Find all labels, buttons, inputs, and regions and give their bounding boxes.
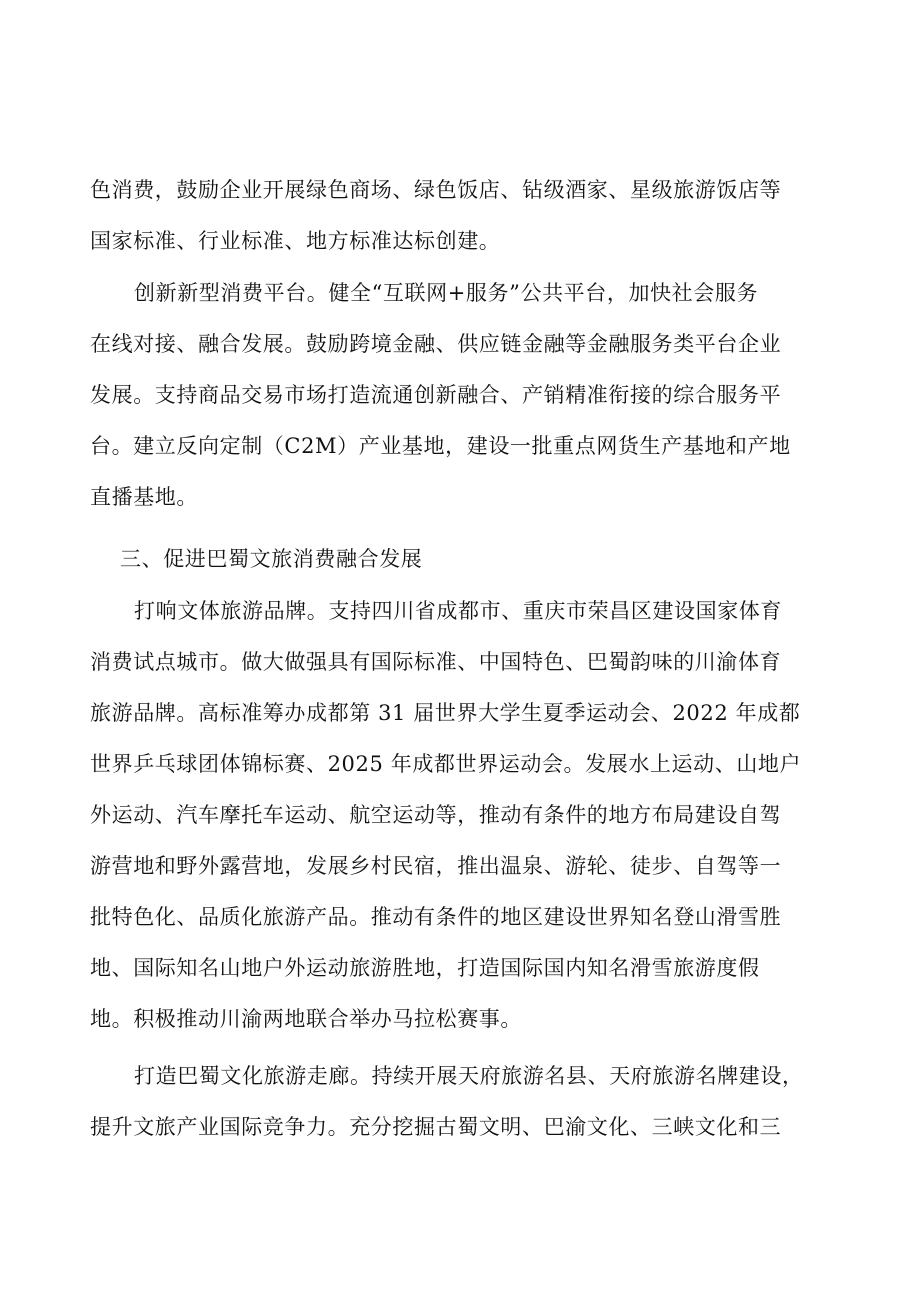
text-line-6: 台。建立反向定制（C2M）产业基地，建设一批重点网货生产基地和产地 xyxy=(90,434,791,458)
text-line-13: 外运动、汽车摩托车运动、航空运动等，推动有条件的地方布局建设自驾 xyxy=(90,803,782,827)
text-line-5: 发展。支持商品交易市场打造流通创新融合、产销精准衔接的综合服务平 xyxy=(90,383,782,407)
text-line-17: 地。积极推动川渝两地联合举办马拉松赛事。 xyxy=(90,1007,522,1031)
section-heading: 三、促进巴蜀文旅消费融合发展 xyxy=(120,547,423,571)
text-line-9: 打响文体旅游品牌。支持四川省成都市、重庆市荣昌区建设国家体育 xyxy=(134,599,782,623)
text-line-14: 游营地和野外露营地，发展乡村民宿，推出温泉、游轮、徒步、自驾等一 xyxy=(90,854,782,878)
text-line-15: 批特色化、品质化旅游产品。推动有条件的地区建设世界知名登山滑雪胜 xyxy=(90,905,782,929)
text-line-19: 提升文旅产业国际竞争力。充分挖掘古蜀文明、巴渝文化、三峡文化和三 xyxy=(90,1115,782,1139)
text-line-18: 打造巴蜀文化旅游走廊。持续开展天府旅游名县、天府旅游名牌建设， xyxy=(134,1064,804,1088)
text-line-11: 旅游品牌。高标准筹办成都第 31 届世界大学生夏季运动会、2022 年成都 xyxy=(90,701,801,725)
text-line-2: 国家标准、行业标准、地方标准达标创建。 xyxy=(90,229,501,253)
text-line-3: 创新新型消费平台。健全“互联网+服务”公共平台，加快社会服务 xyxy=(134,281,759,305)
text-line-10: 消费试点城市。做大做强具有国际标准、中国特色、巴蜀韵味的川渝体育 xyxy=(90,650,782,674)
text-line-1: 色消费，鼓励企业开展绿色商场、绿色饭店、钻级酒家、星级旅游饭店等 xyxy=(90,178,782,202)
text-line-12: 世界乒乓球团体锦标赛、2025 年成都世界运动会。发展水上运动、山地户 xyxy=(90,752,802,776)
text-line-16: 地、国际知名山地户外运动旅游胜地，打造国际国内知名滑雪旅游度假 xyxy=(90,956,760,980)
text-line-4: 在线对接、融合发展。鼓励跨境金融、供应链金融等金融服务类平台企业 xyxy=(90,332,782,356)
text-line-7: 直播基地。 xyxy=(90,485,198,509)
